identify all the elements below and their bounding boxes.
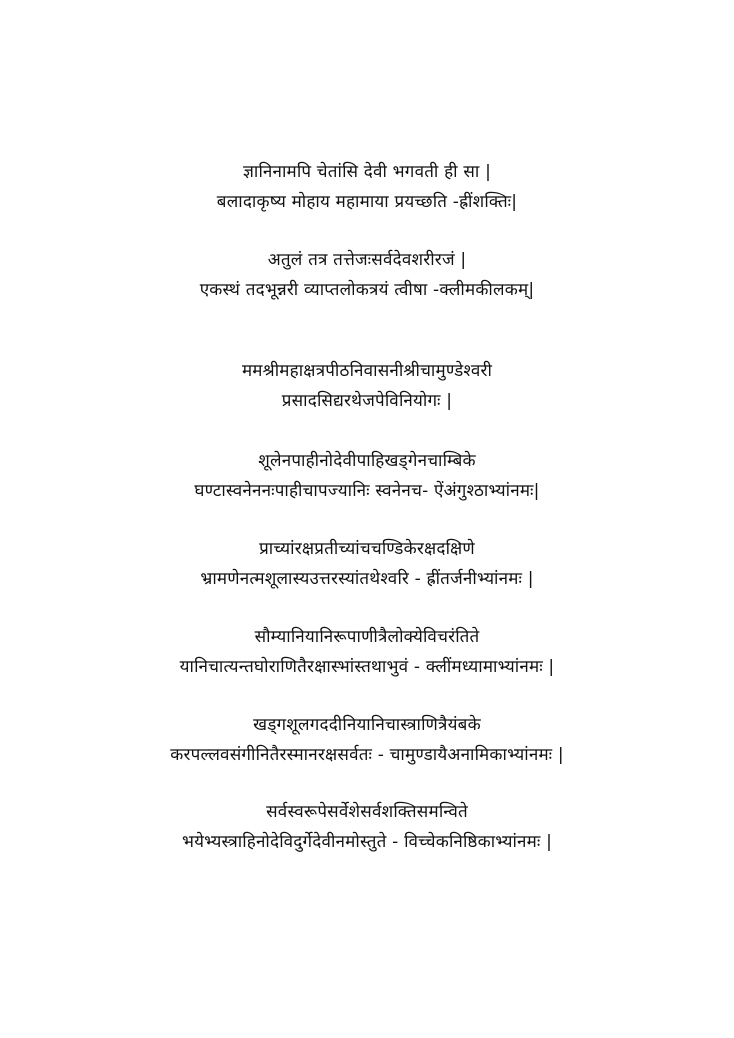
- verse-line: घण्टास्वनेननःपाहीचापज्यानिः स्वनेनच- ऐंअंगुश्ठाभ्यांनमः|: [194, 481, 540, 501]
- verse-line: प्राच्यांरक्षप्रतीच्यांचचण्डिकेरक्षदक्षिणे: [259, 539, 475, 559]
- verse-line: सौम्यानियानिरूपाणीत्रैलोक्येविचरंतिते: [254, 627, 480, 647]
- verse-line: भयेभ्यस्त्राहिनोदेविदुर्गेदेवीनमोस्तुते - विच्चेकनिष्ठिकाभ्यांनमः |: [181, 832, 553, 852]
- verse-line: यानिचात्यन्तघोराणितैरक्षास्भांस्तथाभुवं - क्लींमध्यामाभ्यांनमः |: [179, 657, 555, 677]
- verse-4: [0, 446, 734, 506]
- verse-7: [0, 710, 734, 770]
- verse-line: अतुलं तत्र तत्तेजःसर्वदेवशरीरजं |: [267, 250, 467, 270]
- verse-line: सर्वस्वरूपेसर्वेशेसर्वशक्तिसमन्विते: [266, 802, 468, 822]
- verse-line: खड्गशूलगददीनियानिचास्त्राणित्रैयंबके: [253, 715, 481, 735]
- verse-line: करपल्लवसंगीनितैरस्मानरक्षसर्वतः - चामुण्डायैअनामिकाभ्यांनमः |: [170, 745, 564, 765]
- verse-line: एकस्थं तदभून्नरी व्याप्तलोकत्रयं त्वीषा -क्लीमकीलकम्|: [199, 280, 535, 300]
- verse-5: [0, 534, 734, 594]
- verse-line: ज्ञानिनामपि चेतांसि देवी भगवती ही सा |: [242, 162, 491, 182]
- verse-2: [0, 245, 734, 305]
- verse-8: [0, 797, 734, 857]
- verse-line: ममश्रीमहाक्षत्रपीठनिवासनीश्रीचामुण्डेश्वरी: [241, 361, 493, 381]
- verse-1: [0, 157, 734, 217]
- verse-line: प्रसादसिद्यरथेजपेविनियोगः |: [281, 391, 453, 411]
- verse-6: [0, 622, 734, 682]
- verse-line: भ्रामणेनत्मशूलास्यउत्तरस्यांतथेश्वरि - ह्रींतर्जनीभ्यांनमः |: [200, 569, 534, 589]
- verse-line: बलादाकृष्य मोहाय महामाया प्रयच्छति -ह्रींशक्तिः|: [216, 192, 518, 212]
- verse-3: [0, 356, 734, 416]
- verse-line: शूलेनपाहीनोदेवीपाहिखड्गेनचाम्बिके: [258, 451, 476, 471]
